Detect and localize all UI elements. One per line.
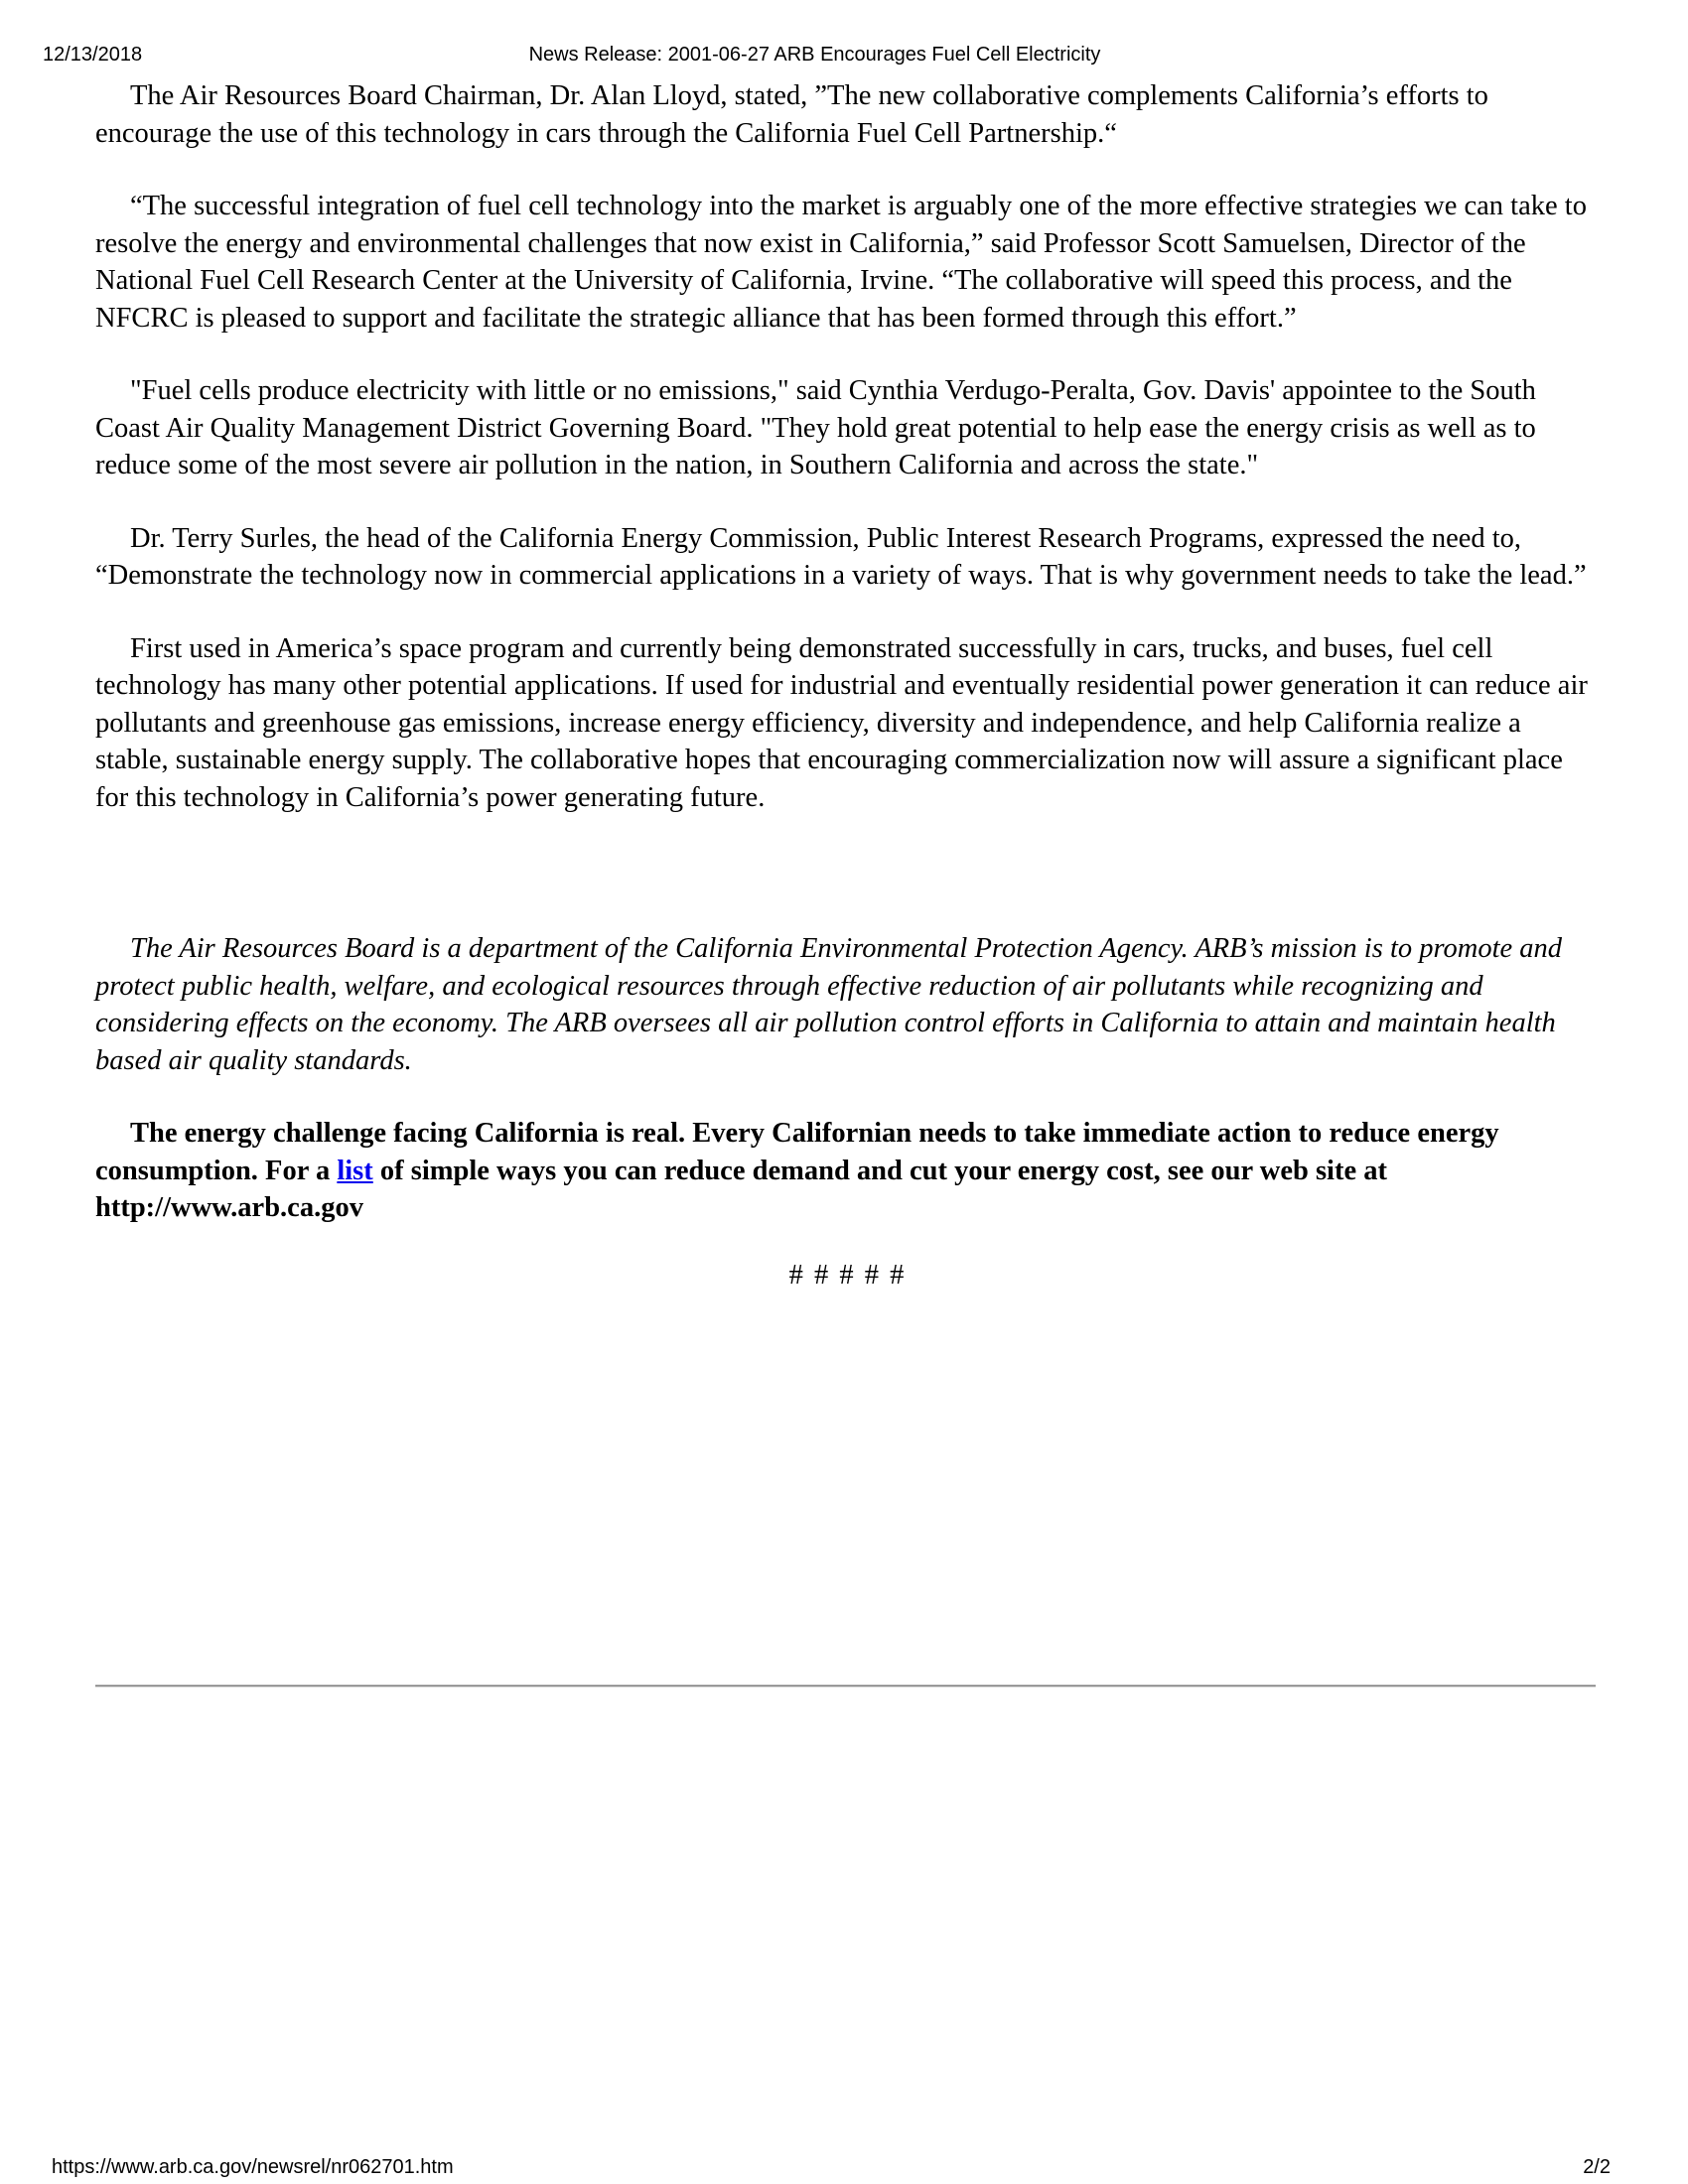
article-body (95, 77, 1600, 1294)
page-url: https://www.arb.ca.gov/newsrel/nr062701.htm (52, 2156, 454, 2178)
energy-notice-text-after: of simple ways you can reduce demand and cut your energy cost, see our web site at http://www.arb.ca.gov (95, 1155, 1387, 1223)
arb-mission-statement: The Air Resources Board is a department of the California Environmental Protection Agency. ARB’s mission is to promote and protect public health, welfare, and ecological resources through effective reduction of air pollutants while recognizing and considering effects on the economy. The ARB oversees all air pollution control efforts in California to attain and maintain health based air quality standards. (95, 933, 1563, 1076)
energy-notice-text-before: The energy challenge facing California is real. Every Californian needs to take immediate action to reduce energy consumption. For a (95, 1118, 1499, 1186)
paragraph-lloyd-quote: The Air Resources Board Chairman, Dr. Alan Lloyd, stated, ”The new collaborative complements California’s efforts to encourage the use of this technology in cars through the California Fuel Cell Partnership.“ (95, 80, 1488, 149)
print-date: 12/13/2018 (43, 44, 143, 66)
end-of-release-marks: # # # # # (788, 1259, 907, 1291)
paragraph-surles-quote: Dr. Terry Surles, the head of the California Energy Commission, Public Interest Research Programs, expressed the need to, “Demonstrate the technology now in commercial applications in a variety of ways. That is why government needs to take the lead.” (95, 522, 1587, 591)
energy-tips-list-link[interactable]: list (337, 1155, 373, 1186)
horizontal-divider (95, 1685, 1596, 1688)
print-header (43, 40, 1587, 69)
paragraph-samuelsen-quote: “The successful integration of fuel cell technology into the market is arguably one of the more effective strategies we can take to resolve the energy and environmental challenges that now exist in California,” said Professor Scott Samuelsen, Director of the National Fuel Cell Research Center at the University of California, Irvine. “The collaborative will speed this process, and the NFCRC is pleased to support and facilitate the strategic alliance that has been formed through this effort.” (95, 191, 1587, 334)
paragraph-fuel-cell-applications: First used in America’s space program and currently being demonstrated successfully in cars, trucks, and buses, fuel cell technology has many other potential applications. If used for industrial and eventually residential power generation it can reduce air pollutants and greenhouse gas emissions, increase energy efficiency, diversity and independence, and help California realize a stable, sustainable energy supply. The collaborative hopes that encouraging commercialization now will assure a significant place for this technology in California’s power generating future. (95, 632, 1588, 813)
print-footer (52, 2152, 1611, 2182)
energy-challenge-notice (95, 1115, 1600, 1227)
paragraph-verdugo-peralta-quote: "Fuel cells produce electricity with little or no emissions," said Cynthia Verdugo-Peralta, Gov. Davis' appointee to the South Coast Air Quality Management District Governing Board. "They hold great potential to help ease the energy crisis as well as to reduce some of the most severe air pollution in the nation, in Southern California and across the state." (95, 375, 1536, 480)
page-number: 2/2 (1583, 2156, 1611, 2178)
document-title: News Release: 2001-06-27 ARB Encourages Fuel Cell Electricity (528, 44, 1101, 66)
